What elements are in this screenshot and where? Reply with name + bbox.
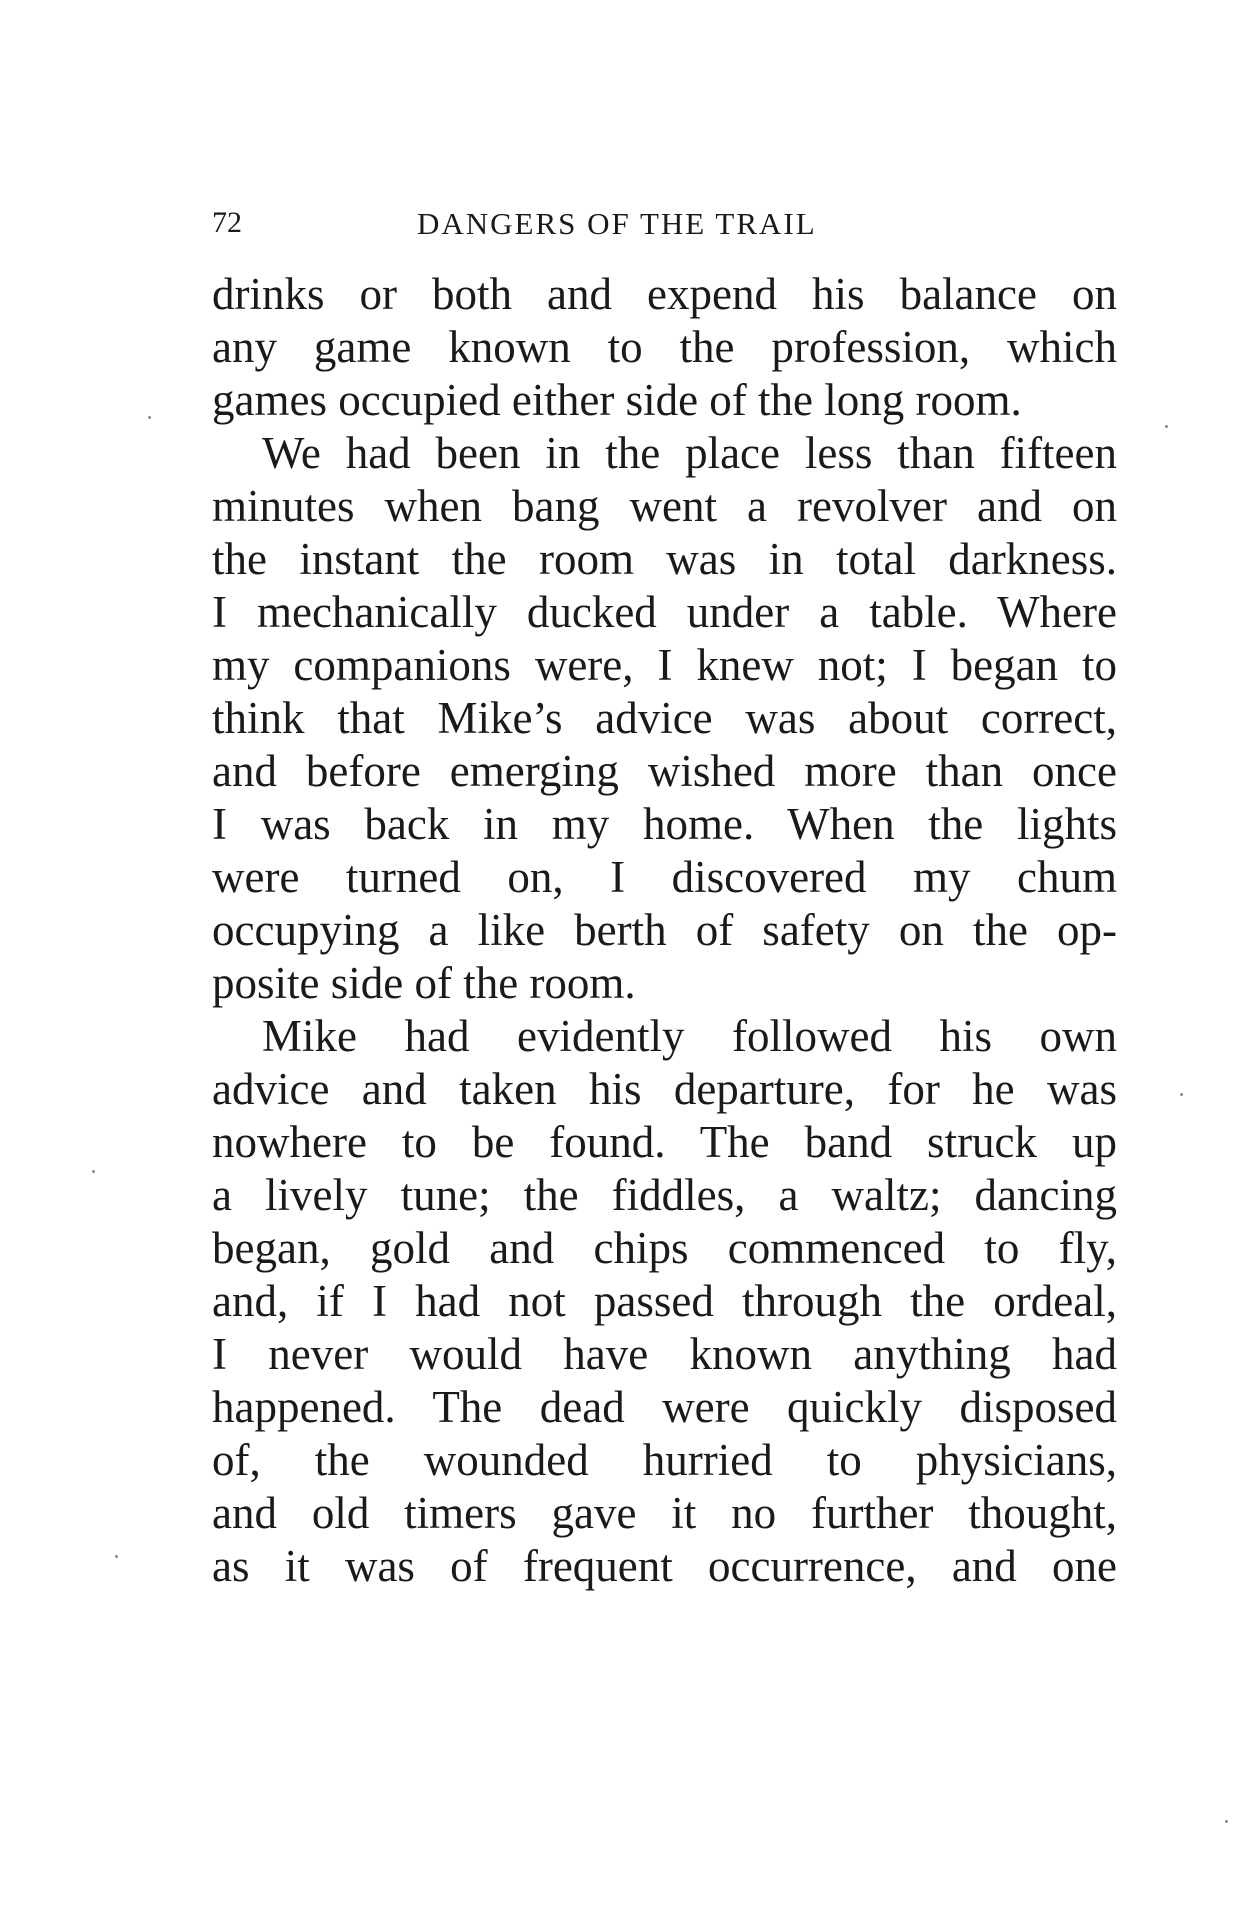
text-line: my companions were, I knew not; I began to (212, 640, 1117, 690)
paper-speck (115, 1555, 118, 1558)
text-line: the instant the room was in total darkness. (212, 534, 1117, 584)
text-line: happened. The dead were quickly disposed (212, 1382, 1117, 1432)
running-head (212, 200, 1117, 250)
text-line: a lively tune; the fiddles, a waltz; dancing (212, 1170, 1117, 1220)
paper-speck (1225, 1820, 1228, 1823)
text-line: posite side of the room. (212, 958, 636, 1008)
paper-speck (92, 1170, 95, 1173)
page-number: 72 (212, 206, 242, 239)
text-line: of, the wounded hurried to physicians, (212, 1435, 1117, 1485)
running-title: DANGERS OF THE TRAIL (417, 206, 817, 241)
text-line: occupying a like berth of safety on the op- (212, 905, 1117, 955)
paper-speck (148, 416, 151, 419)
text-line: We had been in the place less than fifteen (262, 428, 1117, 478)
paper-speck (1165, 425, 1168, 428)
text-line: as it was of frequent occurrence, and one (212, 1541, 1117, 1591)
text-line: nowhere to be found. The band struck up (212, 1117, 1117, 1167)
text-line: I never would have known anything had (212, 1329, 1117, 1379)
text-line: began, gold and chips commenced to fly, (212, 1223, 1117, 1273)
text-line: and, if I had not passed through the ordeal, (212, 1276, 1117, 1326)
text-line: Mike had evidently followed his own (262, 1011, 1117, 1061)
text-line: I was back in my home. When the lights (212, 799, 1117, 849)
text-line: were turned on, I discovered my chum (212, 852, 1117, 902)
text-line: games occupied either side of the long room. (212, 375, 1022, 425)
paper-speck (1180, 1093, 1183, 1096)
text-line: minutes when bang went a revolver and on (212, 481, 1117, 531)
text-line: think that Mike’s advice was about correct, (212, 693, 1117, 743)
text-line: I mechanically ducked under a table. Where (212, 587, 1117, 637)
text-line: drinks or both and expend his balance on (212, 269, 1117, 319)
text-line: and old timers gave it no further thought, (212, 1488, 1117, 1538)
body-text (212, 268, 1117, 1593)
text-line: any game known to the profession, which (212, 322, 1117, 372)
text-line: advice and taken his departure, for he was (212, 1064, 1117, 1114)
text-line: and before emerging wished more than once (212, 746, 1117, 796)
